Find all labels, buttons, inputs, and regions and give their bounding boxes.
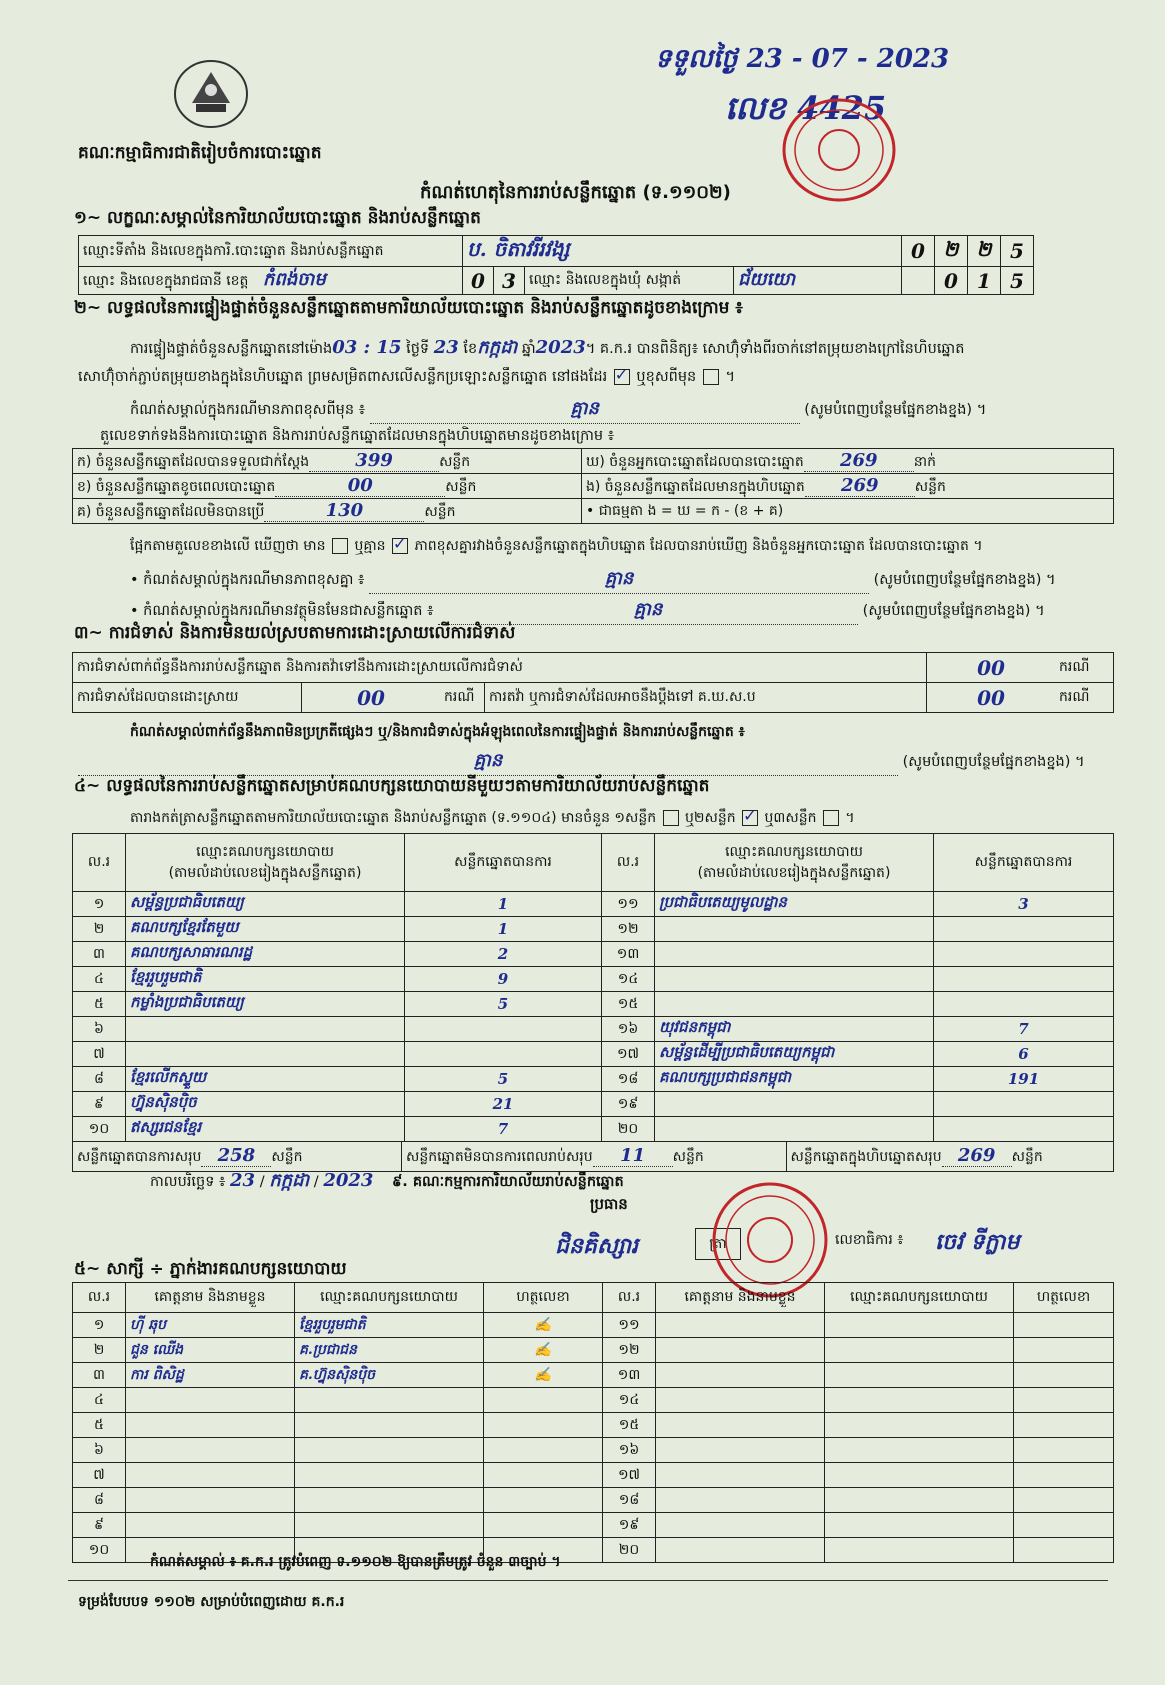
formula: • ជាធម្មតា ង = ឃ = ក - (ខ + គ) (582, 499, 1114, 524)
province-label: ឈ្មោះ និងលេខក្នុងរាជធានី ខេត្ត (83, 273, 249, 289)
table-cell: ១៨ (603, 1488, 656, 1513)
appeal-count: 00 (927, 683, 1056, 713)
table-row (73, 1067, 1114, 1092)
table-cell: 7 (405, 1117, 602, 1142)
table-cell (825, 1488, 1014, 1513)
table-row (73, 1438, 1114, 1463)
resolved-label: ការជំទាស់ដែលបានដោះស្រាយ (73, 683, 302, 713)
objections-table: ការជំទាស់ពាក់ព័ន្ធនឹងការរាប់សន្លឹកឆ្នោត និងការតវ៉ាទៅនឹងការដោះស្រាយលើការជំទាស់ 00 ករណី ការជំទាស់ដែលបានដោះស្រាយ 00 ករណី ការតវ៉ា ឬការជំទាស់ដែលអាចនឹងប្តឹងទៅ គ.ឃ.ស.ប 00 ករណី (72, 652, 1114, 713)
table-cell (484, 1438, 603, 1463)
section3-note-value: គ្មាន (473, 750, 503, 771)
footer-form-name: ទម្រង់បែបបទ ១១០២ សម្រាប់បំពេញដោយ គ.ក.រ (78, 1594, 345, 1610)
table-cell (405, 1042, 602, 1067)
table-cell: ១០ (73, 1117, 126, 1142)
table-cell: យុវជនកម្ពុជា (655, 1017, 934, 1042)
location-value: ប. ចិតាវរីរវង្ស (463, 236, 902, 267)
form-title: កំណត់ហេតុនៃការរាប់សន្លឹកឆ្នោត (ទ.១១០២) (420, 182, 731, 203)
table-cell: ជួន ឈើង (126, 1338, 295, 1363)
table-row (73, 1042, 1114, 1067)
section1-table (78, 235, 1034, 295)
section3-note: កំណត់សម្គាល់ពាក់ព័ន្ធនឹងភាពមិនប្រក្រតីផ្សេងៗ ឬ/និងការជំទាស់ក្នុងអំឡុងពេលនៃការផ្ទៀងផ្ទាត់ និងការរាប់សន្លឹកឆ្នោត ៖ (130, 724, 745, 740)
table-cell: 5 (405, 992, 602, 1017)
table-cell: 5 (405, 1067, 602, 1092)
table-cell (126, 1463, 295, 1488)
table-cell: គណបក្សប្រជាជនកម្ពុជា (655, 1067, 934, 1092)
table-cell: កម្លាំងប្រជាធិបតេយ្យ (126, 992, 405, 1017)
table-cell: ២ (73, 917, 126, 942)
table-cell: ✍ (484, 1313, 603, 1338)
table-cell: ១៦ (602, 1017, 655, 1042)
table-cell (126, 1513, 295, 1538)
code-3: ២ (968, 236, 1001, 267)
note1-line: កំណត់សម្គាល់ក្នុងករណីមានភាពខុសពីមុន ៖ គ្មាន (សូមបំពេញបន្ថែមផ្នែកខាងខ្នង) ។ (130, 396, 1120, 424)
figures-table: ក) ចំនួនសន្លឹកឆ្នោតដែលបានទទួលជាក់ស្តែង 399 សន្លឹក ឃ) ចំនួនអ្នកបោះឆ្នោតដែលបានបោះឆ្នោត 269 នាក់ ខ) ចំនួនសន្លឹកឆ្នោតខូចពេលបោះឆ្នោត 00 សន្លឹក ង) ចំនួនសន្លឹកឆ្នោតដែលមានក្នុងហិបឆ្នោត 269 សន្លឹក គ) ចំនួនសន្លឹកឆ្នោតដែលមិនបានប្រើ 130 សន្លឹក • ជាធម្មតា ង = ឃ = ក - (ខ + គ) (72, 448, 1114, 524)
table-cell (934, 942, 1114, 967)
emblem-icon (172, 58, 250, 130)
commune-code-2: 1 (968, 267, 1001, 295)
table-cell (484, 1488, 603, 1513)
table-cell: ៦ (73, 1438, 126, 1463)
table-cell: ៥ (73, 1413, 126, 1438)
table-cell: ១៣ (603, 1363, 656, 1388)
table-cell (656, 1413, 825, 1438)
table-cell (825, 1413, 1014, 1438)
table-cell: ១១ (603, 1313, 656, 1338)
two-sheets-checkbox[interactable] (742, 810, 758, 826)
code-2: ២ (935, 236, 968, 267)
table-row (73, 1413, 1114, 1438)
table-cell (484, 1413, 603, 1438)
table-cell (934, 992, 1114, 1017)
table-cell: ១ (73, 892, 126, 917)
note2-value: គ្មាន (604, 568, 634, 589)
table-row (73, 992, 1114, 1017)
seal-stamp-top (780, 95, 898, 205)
table-cell (126, 1042, 405, 1067)
table-cell: គ.ហ្វ៊ុនស៊ិនប៉ិច (295, 1363, 484, 1388)
verify-year: 2023 (535, 337, 586, 358)
date-line: កាលបរិច្ឆេទ ៖ 23 / កក្កដា / 2023 ៩. គណៈកម្មការការិយាល័យរាប់សន្លឹកឆ្នោត (150, 1170, 624, 1191)
spoiled-ballots: 00 (347, 474, 373, 496)
table-cell: ១៦ (603, 1438, 656, 1463)
note3-value: គ្មាន (633, 599, 663, 620)
table-cell: ២០ (602, 1117, 655, 1142)
note3-line: • កំណត់សម្គាល់ក្នុងករណីមានវត្ថុមិនមែនជាសន្លឹកឆ្នោត ៖ គ្មាន (សូមបំពេញបន្ថែមផ្នែកខាងខ្នង) ។ (130, 597, 1120, 625)
table-row (73, 1338, 1114, 1363)
table-cell: ខ្មែររួបរួមជាតិ (126, 967, 405, 992)
table-cell: ហ៊ី ឆុប (126, 1313, 295, 1338)
section3-note-line: គ្មាន (សូមបំពេញបន្ថែមផ្នែកខាងខ្នង) ។ (78, 748, 1118, 776)
no-diff-checkbox[interactable] (392, 538, 408, 554)
table-cell (656, 1338, 825, 1363)
province-row (79, 267, 463, 295)
province-value: កំពង់ចាម (262, 269, 326, 290)
table-cell: ២០ (603, 1538, 656, 1563)
table-cell: ការ ពិសិដ្ឋ (126, 1363, 295, 1388)
table-row (73, 1463, 1114, 1488)
table-row (73, 1092, 1114, 1117)
table-cell: ៦ (73, 1017, 126, 1042)
witness-table: ល.រ គោត្តនាម និងនាមខ្លួន ឈ្មោះគណបក្សនយោបាយ ហត្ថលេខា ល.រ គោត្តនាម និងនាមខ្លួន ឈ្មោះគណបក្សនយោបាយ ហត្ថលេខា ១ ហ៊ី ឆុប ខ្មែររួបរួមជាតិ ✍ ១១ ២ ជួន ឈើង គ.ប្រជាជន ✍ ១២ ៣ ការ ពិសិដ្ឋ គ.ហ្វ៊ុនស៊ិនប៉ិច ✍ ១៣ ៤ ១៤ ៥ ១៥ ៦ ១៦ ៧ ១៧ ៨ ១៨ ៩ ១៩ ១០ ២០ (72, 1282, 1114, 1563)
objection-label: ការជំទាស់ពាក់ព័ន្ធនឹងការរាប់សន្លឹកឆ្នោត និងការតវ៉ាទៅនឹងការដោះស្រាយលើការជំទាស់ (73, 653, 927, 683)
table-cell: 21 (405, 1092, 602, 1117)
table-cell (1014, 1488, 1114, 1513)
table-cell (934, 967, 1114, 992)
unused-ballots: 130 (325, 499, 364, 521)
commune-value: ជ័យយោ (734, 267, 902, 295)
table-cell (1014, 1388, 1114, 1413)
results-table: ល.រ ឈ្មោះគណបក្សនយោបាយ (តាមលំដាប់លេខរៀងក្នុងសន្លឹកឆ្នោត) សន្លឹកឆ្នោតបានការ ល.រ ឈ្មោះគណបក្សនយោបាយ (តាមលំដាប់លេខរៀងក្នុងសន្លឹកឆ្នោត) សន្លឹកឆ្នោតបានការ ១ សម្ព័ន្ធប្រជាធិបតេយ្យ 1 ១១ ប្រជាធិបតេយ្យមូលដ្ឋាន 3 ២ គណបក្សខ្មែរតែមួយ 1 ១២ ៣ គណបក្សសាធារណរដ្ឋ 2 ១៣ ៤ ខ្មែររួបរួមជាតិ 9 ១៤ ៥ កម្លាំងប្រជាធិបតេយ្យ 5 ១៥ ៦ ១៦ យុវជនកម្ពុជា 7 ៧ ១៧ សម្ព័ន្ធដើម្បីប្រជាធិបតេយ្យកម្ពុជា 6 ៨ ខ្មែរលើកស្ទួយ 5 ១៨ គណបក្សប្រជាជនកម្ពុជា 191 ៩ ហ្វ៊ុនស៊ិនប៉ិច 21 ១៩ ១០ ឥស្សរជនខ្មែរ 7 ២០ សន្លឹកឆ្នោតបានការសរុប 258 សន្លឹក សន្លឹកឆ្នោតមិនបានការពេលរាប់សរុប 11 សន្លឹក សន្លឹកឆ្នោតក្នុងហិបឆ្នោតសរុប 269 សន្លឹក (72, 833, 1114, 1172)
verification-line-1: ការផ្ទៀងផ្ទាត់ចំនួនសន្លឹកឆ្នោតនៅម៉ោង03 : 15 ថ្ងៃទី 23 ខែកក្កដា ឆ្នាំ2023។ គ.ក.រ បានពិនិត្យ៖ សោហ៊ុំទាំងពីរចាក់នៅតម្រុយខាងក្រៅនៃហិបឆ្នោត (130, 337, 965, 358)
table-row (73, 967, 1114, 992)
table-cell (825, 1313, 1014, 1338)
table-cell (934, 1092, 1114, 1117)
voters-count: 269 (839, 449, 878, 471)
figures-intro: តួលេខទាក់ទងនឹងការបោះឆ្នោត និងការរាប់សន្លឹកឆ្នោតដែលមានក្នុងហិបឆ្នោតមានដូចខាងក្រោម ៖ (100, 428, 615, 444)
table-cell (655, 942, 934, 967)
total-invalid-value: 11 (620, 1145, 646, 1166)
appeal-label: ការតវ៉ា ឬការជំទាស់ដែលអាចនឹងប្តឹងទៅ គ.ឃ.ស.ប (485, 683, 927, 713)
table-cell (126, 1488, 295, 1513)
table-cell (825, 1463, 1014, 1488)
objection-count: 00 (927, 653, 1056, 683)
table-row (73, 1017, 1114, 1042)
verify-time: 03 : 15 (332, 337, 402, 358)
total-box-value: 269 (957, 1145, 996, 1166)
total-invalid: សន្លឹកឆ្នោតមិនបានការពេលរាប់សរុប 11 សន្លឹក (402, 1142, 787, 1172)
table-cell (934, 917, 1114, 942)
three-sheets-checkbox[interactable] (823, 810, 839, 826)
table-cell (126, 1388, 295, 1413)
commune-code-1: 0 (935, 267, 968, 295)
table-cell (655, 1092, 934, 1117)
section5-heading: ៥~ សាក្សី ÷ ភ្នាក់ងារគណបក្សនយោបាយ (74, 1259, 347, 1279)
table-cell (656, 1388, 825, 1413)
table-cell: ៩ (73, 1513, 126, 1538)
commune-code-3: 5 (1001, 267, 1034, 295)
total-box: សន្លឹកឆ្នោតក្នុងហិបឆ្នោតសរុប 269 សន្លឹក (786, 1142, 1113, 1172)
received-date-handwritten: ទទួល​ថ្ងៃ 23 - 07 - 2023 (655, 44, 950, 74)
table-cell (1014, 1363, 1114, 1388)
table-cell: ១៥ (603, 1413, 656, 1438)
table-cell (655, 992, 934, 1017)
table-cell (1014, 1413, 1114, 1438)
seal-label: ត្រា (709, 1236, 727, 1252)
table-row (73, 1313, 1114, 1338)
table-cell: ១៣ (602, 942, 655, 967)
table-cell: ៧ (73, 1463, 126, 1488)
table-cell: ៣ (73, 1363, 126, 1388)
table-cell (484, 1513, 603, 1538)
note1-value: គ្មាន (570, 398, 599, 419)
total-valid: សន្លឹកឆ្នោតបានការសរុប 258 សន្លឹក (73, 1142, 402, 1172)
table-cell (656, 1438, 825, 1463)
table-cell (825, 1513, 1014, 1538)
table-cell (1014, 1463, 1114, 1488)
table-cell: ១២ (602, 917, 655, 942)
table-cell: ១២ (603, 1338, 656, 1363)
table-cell (825, 1338, 1014, 1363)
table-cell: ឥស្សរជនខ្មែរ (126, 1117, 405, 1142)
table-cell (1014, 1313, 1114, 1338)
table-cell (825, 1438, 1014, 1463)
table-cell: ខ្មែរលើកស្ទួយ (126, 1067, 405, 1092)
table-cell: 3 (934, 892, 1114, 917)
table-cell (655, 967, 934, 992)
table-cell: ៤ (73, 1388, 126, 1413)
date-month: កក្កដា (269, 1170, 310, 1191)
table-cell: ហ្វ៊ុនស៊ិនប៉ិច (126, 1092, 405, 1117)
table-cell: ✍ (484, 1363, 603, 1388)
table-cell (405, 1017, 602, 1042)
table-cell: 6 (934, 1042, 1114, 1067)
has-diff-checkbox[interactable] (332, 538, 348, 554)
section4-heading: ៤~ លទ្ធផលនៃការរាប់សន្លឹកឆ្នោតសម្រាប់គណបក្សនយោបាយនីមួយៗតាមការិយាល័យរាប់សន្លឹកឆ្នោត (74, 776, 710, 796)
province-code-2: 3 (494, 267, 525, 295)
received-ballots: 399 (355, 449, 393, 471)
discrepancy-line: ផ្អែកតាមតួលេខខាងលើ ឃើញថា មាន ឬគ្មាន ✓ ភាពខុសគ្នារវាងចំនួនសន្លឹកឆ្នោតក្នុងហិបឆ្នោត ដែលបានរាប់ឃើញ និងចំនួនអ្នកបោះឆ្នោត ដែលបានបោះឆ្នោត ។ (130, 536, 983, 557)
note2-line: • កំណត់សម្គាល់ក្នុងករណីមានភាពខុសគ្នា ៖ គ្មាន (សូមបំពេញបន្ថែមផ្នែកខាងខ្នង) ។ (130, 566, 1120, 594)
table-cell (656, 1538, 825, 1563)
table-cell (295, 1488, 484, 1513)
table-cell: ១៨ (602, 1067, 655, 1092)
date-year: 2023 (323, 1170, 374, 1191)
table-cell: ៨ (73, 1067, 126, 1092)
table-cell: 7 (934, 1017, 1114, 1042)
table-cell (656, 1513, 825, 1538)
table-row (73, 1117, 1114, 1142)
table-cell: ១៧ (602, 1042, 655, 1067)
table-row (73, 892, 1114, 917)
total-valid-value: 258 (217, 1145, 256, 1166)
table-cell: 191 (934, 1067, 1114, 1092)
table-cell (484, 1463, 603, 1488)
table-cell: 1 (405, 892, 602, 917)
table-cell: 2 (405, 942, 602, 967)
province-code-1: 0 (463, 267, 494, 295)
table-cell (295, 1513, 484, 1538)
section3-heading: ៣~ ការជំទាស់ និងការមិនយល់ស្របតាមការដោះស្រាយលើការជំទាស់ (74, 623, 516, 643)
table-cell: ១៤ (602, 967, 655, 992)
table-cell: ១៩ (602, 1092, 655, 1117)
chair-signature: ជិនគិស្សារ (555, 1233, 639, 1259)
table-cell: ខ្មែររួបរួមជាតិ (295, 1313, 484, 1338)
table-cell: ១៤ (603, 1388, 656, 1413)
fill-note-1: (សូមបំពេញបន្ថែមផ្នែកខាងខ្នង) ។ (804, 402, 987, 418)
location-label: ឈ្មោះទីតាំង និងលេខក្នុងការិ.បោះឆ្នោត និងរាប់សន្លឹកឆ្នោត (79, 236, 463, 267)
table-cell (825, 1538, 1014, 1563)
verification-line-2: សោហ៊ុំចាក់ភ្ជាប់តម្រុយខាងក្នុងនៃហិបឆ្នោត ព្រមសម្រិតពាសលើសន្លឹកប្រឡោះសន្លឹកឆ្នោត នៅផងដែរ ✓ ឬខុសពីមុន ។ (78, 368, 735, 389)
table-cell (1014, 1513, 1114, 1538)
table-cell (295, 1413, 484, 1438)
section1-heading: ១~ លក្ខណៈសម្គាល់នៃការិយាល័យបោះឆ្នោត និងរាប់សន្លឹកឆ្នោត (74, 208, 481, 228)
table-row (73, 942, 1114, 967)
verify-day: 23 (433, 337, 459, 358)
table-cell: 1 (405, 917, 602, 942)
secretary-label: លេខាធិការ ៖ (835, 1232, 904, 1248)
table-cell (295, 1438, 484, 1463)
table-cell (126, 1017, 405, 1042)
ballots-in-box: 269 (840, 474, 879, 496)
table-cell (825, 1363, 1014, 1388)
table-cell: សម្ព័ន្ធប្រជាធិបតេយ្យ (126, 892, 405, 917)
table-cell: 9 (405, 967, 602, 992)
table-cell: ៩ (73, 1092, 126, 1117)
table-cell (656, 1313, 825, 1338)
resolved-count: 00 (302, 683, 441, 713)
table-row (73, 1513, 1114, 1538)
table-cell: ១ (73, 1313, 126, 1338)
table-cell (295, 1463, 484, 1488)
secretary-signature: ចេវ ទីក្លាម (935, 1229, 1020, 1255)
table-cell: ២ (73, 1338, 126, 1363)
table-cell: គ.ប្រជាជន (295, 1338, 484, 1363)
section4-intro: តារាងកត់ត្រាសន្លឹកឆ្នោតតាមការិយាល័យបោះឆ្នោត និងរាប់សន្លឹកឆ្នោត (ទ.១១០៤) មានចំនួន ១សន្លឹក ឬ២សន្លឹក ✓ ឬ៣សន្លឹក ។ (130, 808, 855, 829)
table-cell (655, 917, 934, 942)
table-cell (656, 1363, 825, 1388)
table-cell (126, 1413, 295, 1438)
verify-month: កក្កដា (477, 337, 518, 358)
table-cell: ១៧ (603, 1463, 656, 1488)
code-4: 5 (1001, 236, 1034, 267)
table-row (73, 917, 1114, 942)
table-cell: ១៥ (602, 992, 655, 1017)
table-cell: គណបក្សសាធារណរដ្ឋ (126, 942, 405, 967)
table-cell: ✍ (484, 1338, 603, 1363)
table-row (73, 1388, 1114, 1413)
table-cell: ១៩ (603, 1513, 656, 1538)
table-cell: ៥ (73, 992, 126, 1017)
table-cell (825, 1388, 1014, 1413)
code-1: 0 (902, 236, 935, 267)
table-cell: ៤ (73, 967, 126, 992)
table-cell (1014, 1538, 1114, 1563)
table-cell: ១១ (602, 892, 655, 917)
table-cell: ៣ (73, 942, 126, 967)
different-checkbox[interactable] (703, 369, 719, 385)
table-cell: ប្រជាធិបតេយ្យមូលដ្ឋាន (655, 892, 934, 917)
table-cell (295, 1388, 484, 1413)
table-cell: ៧ (73, 1042, 126, 1067)
table-cell: សម្ព័ន្ធដើម្បីប្រជាធិបតេយ្យកម្ពុជា (655, 1042, 934, 1067)
table-row (73, 1488, 1114, 1513)
one-sheet-checkbox[interactable] (663, 810, 679, 826)
table-cell (1014, 1438, 1114, 1463)
table-cell (656, 1488, 825, 1513)
table-cell (484, 1388, 603, 1413)
org-name: គណៈកម្មាធិការជាតិរៀបចំការបោះឆ្នោត (78, 143, 322, 163)
table-cell: គណបក្សខ្មែរតែមួយ (126, 917, 405, 942)
footnote: កំណត់សម្គាល់ ៖ គ.ក.រ ត្រូវបំពេញ ទ.១១០២ ឱ្យបានត្រឹមត្រូវ ចំនួន ៣ច្បាប់ ។ (150, 1554, 561, 1570)
footer-divider (68, 1580, 1108, 1581)
table-cell (655, 1117, 934, 1142)
table-cell (1014, 1338, 1114, 1363)
table-cell (656, 1463, 825, 1488)
table-cell: ១០ (73, 1538, 126, 1563)
table-cell (934, 1117, 1114, 1142)
table-row (73, 1363, 1114, 1388)
date-day: 23 (230, 1170, 256, 1191)
table-cell: ៨ (73, 1488, 126, 1513)
commune-label: ឈ្មោះ និងលេខក្នុងឃុំ សង្កាត់ (525, 267, 734, 295)
table-cell (126, 1438, 295, 1463)
chair-label: ប្រធាន (590, 1195, 628, 1213)
received-number-handwritten: លេខ 4425 (725, 89, 887, 127)
section2-heading: ២~ លទ្ធផលនៃការផ្ទៀងផ្ទាត់ចំនួនសន្លឹកឆ្នោតតាមការិយាល័យបោះឆ្នោត និងរាប់សន្លឹកឆ្នោតដូចខាងក្រោម ៖ (74, 298, 743, 318)
same-checkbox[interactable] (614, 369, 630, 385)
